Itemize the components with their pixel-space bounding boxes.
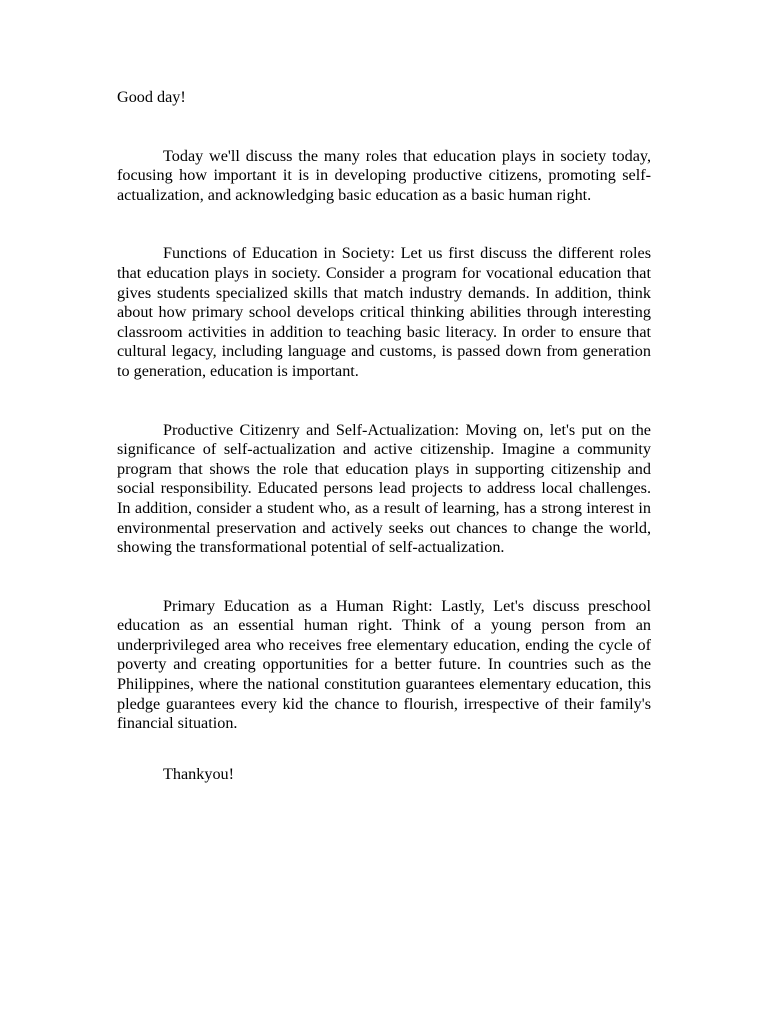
human-right-paragraph: Primary Education as a Human Right: Lastly, Let's discuss preschool education as an essential human right. Think of a young person from an underprivileged area who receives free elementary education, ending the cycle of poverty and creating opportunities for a better future. In countries such as the Philippines, where the national constitution guarantees elementary education, this pledge guarantees every kid the chance to flourish, irrespective of their family's financial situation. [117, 596, 651, 733]
document-page [117, 88, 651, 784]
closing-line: Thankyou! [163, 764, 235, 783]
functions-paragraph: Functions of Education in Society: Let us first discuss the different roles that education plays in society. Consider a program for vocational education that gives students specialized skills that match industry demands. In addition, think about how primary school develops critical thinking abilities through interesting classroom activities in addition to teaching basic literacy. In order to ensure that cultural legacy, including language and customs, is passed down from generation to generation, education is important. [117, 244, 651, 380]
citizenry-paragraph: Productive Citizenry and Self-Actualization: Moving on, let's put on the significance of self-actualization and active citizenship. Imagine a community program that shows the role that education plays in supporting citizenship and social responsibility. Educated persons lead projects to address local challenges. In addition, consider a student who, as a result of learning, has a strong interest in environmental preservation and actively seeks out chances to change the world, showing the transformational potential of self-actualization. [117, 420, 651, 557]
greeting-line: Good day! [117, 88, 186, 106]
intro-paragraph: Today we'll discuss the many roles that education plays in society today, focusing how important it is in developing productive citizens, promoting self-actualization, and acknowledging basic education as a basic human right. [117, 146, 651, 204]
